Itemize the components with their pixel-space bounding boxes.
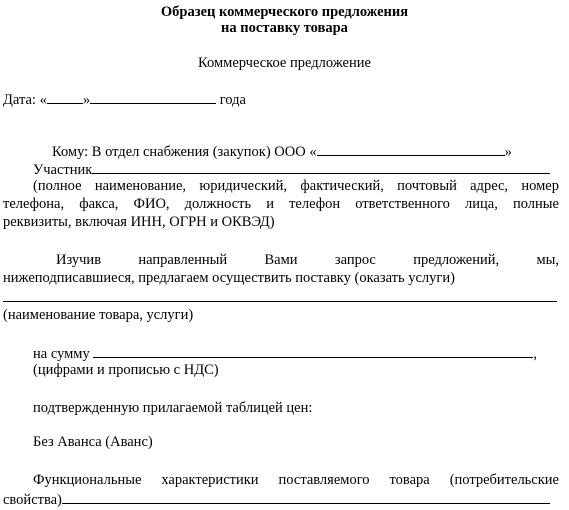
hint-word: ФИО,: [133, 196, 170, 212]
hint-word: фактический,: [300, 178, 384, 194]
date-month-blank[interactable]: [90, 90, 216, 104]
amount-suffix: ,: [533, 346, 537, 362]
document-title-line2: на поставку товара: [221, 20, 348, 36]
functional-line1: [33, 472, 559, 489]
amount-blank[interactable]: [93, 344, 533, 358]
functional-word: поставляемого: [278, 472, 370, 488]
hint-word: и: [266, 196, 274, 212]
participant-blank[interactable]: [92, 160, 550, 174]
hint-word: номер: [521, 178, 559, 194]
date-close-quote: »: [82, 92, 91, 108]
hint-word: ответственного: [355, 196, 450, 212]
hint-word: телефона,: [3, 196, 65, 212]
document-subtitle: Коммерческое предложение: [198, 55, 371, 71]
hint-word: почтовый: [397, 178, 457, 194]
participant-line: [33, 160, 550, 179]
document-title-line1: Образец коммерческого предложения: [160, 4, 409, 20]
participant-hint-line2: [3, 196, 559, 213]
functional-word: (потребительские: [449, 472, 559, 488]
goods-name-hint: (наименование товара, услуги): [3, 307, 194, 323]
hint-word: должность: [184, 196, 252, 212]
hint-word: полные: [512, 196, 559, 212]
date-day-blank[interactable]: [47, 90, 83, 104]
functional-word: Функциональные: [33, 472, 142, 488]
proposal-word: Изучив: [56, 252, 102, 268]
functional-word: товара: [389, 472, 430, 488]
proposal-word: предложений,: [413, 252, 500, 268]
hint-word: наименование,: [94, 178, 187, 194]
recipient-company-blank[interactable]: [317, 142, 505, 156]
proposal-word: Вами: [264, 252, 298, 268]
hint-word: юридический,: [199, 178, 288, 194]
advance-line: Без Аванса (Аванс): [33, 434, 153, 450]
date-line: [3, 90, 246, 109]
amount-label: на сумму: [33, 346, 90, 362]
recipient-suffix: »: [504, 144, 512, 160]
participant-label: Участник: [33, 162, 93, 178]
hint-word: лица,: [465, 196, 498, 212]
functional-line2: [3, 490, 550, 509]
hint-word: факса,: [79, 196, 119, 212]
date-label: Дата:: [3, 92, 36, 108]
amount-hint: (цифрами и прописью с НДС): [33, 362, 219, 378]
participant-hint-line3: реквизиты, включая ИНН, ОГРН и ОКВЭД): [3, 214, 275, 230]
proposal-word: направленный: [138, 252, 228, 268]
goods-name-blank[interactable]: [3, 301, 557, 302]
functional-line2-label: свойства): [3, 492, 62, 508]
hint-word: телефон: [289, 196, 341, 212]
date-year-suffix: года: [219, 92, 246, 108]
proposal-line2: нижеподписавшиеся, предлагаем осуществить поставку (оказать услуги): [3, 270, 455, 286]
amount-line: [33, 344, 537, 363]
proposal-line1: [56, 252, 559, 269]
hint-word: (полное: [33, 178, 82, 194]
functional-word: характеристики: [161, 472, 259, 488]
date-open-quote: «: [39, 92, 47, 108]
proposal-word: мы,: [536, 252, 559, 268]
participant-hint-line1: [33, 178, 559, 195]
recipient-prefix: Кому: В отдел снабжения (закупок) ООО «: [52, 144, 317, 160]
proposal-word: запрос: [334, 252, 376, 268]
recipient-line: [52, 142, 512, 161]
functional-properties-blank[interactable]: [62, 490, 550, 504]
confirmed-line: подтвержденную прилагаемой таблицей цен:: [33, 400, 313, 416]
hint-word: адрес,: [470, 178, 509, 194]
